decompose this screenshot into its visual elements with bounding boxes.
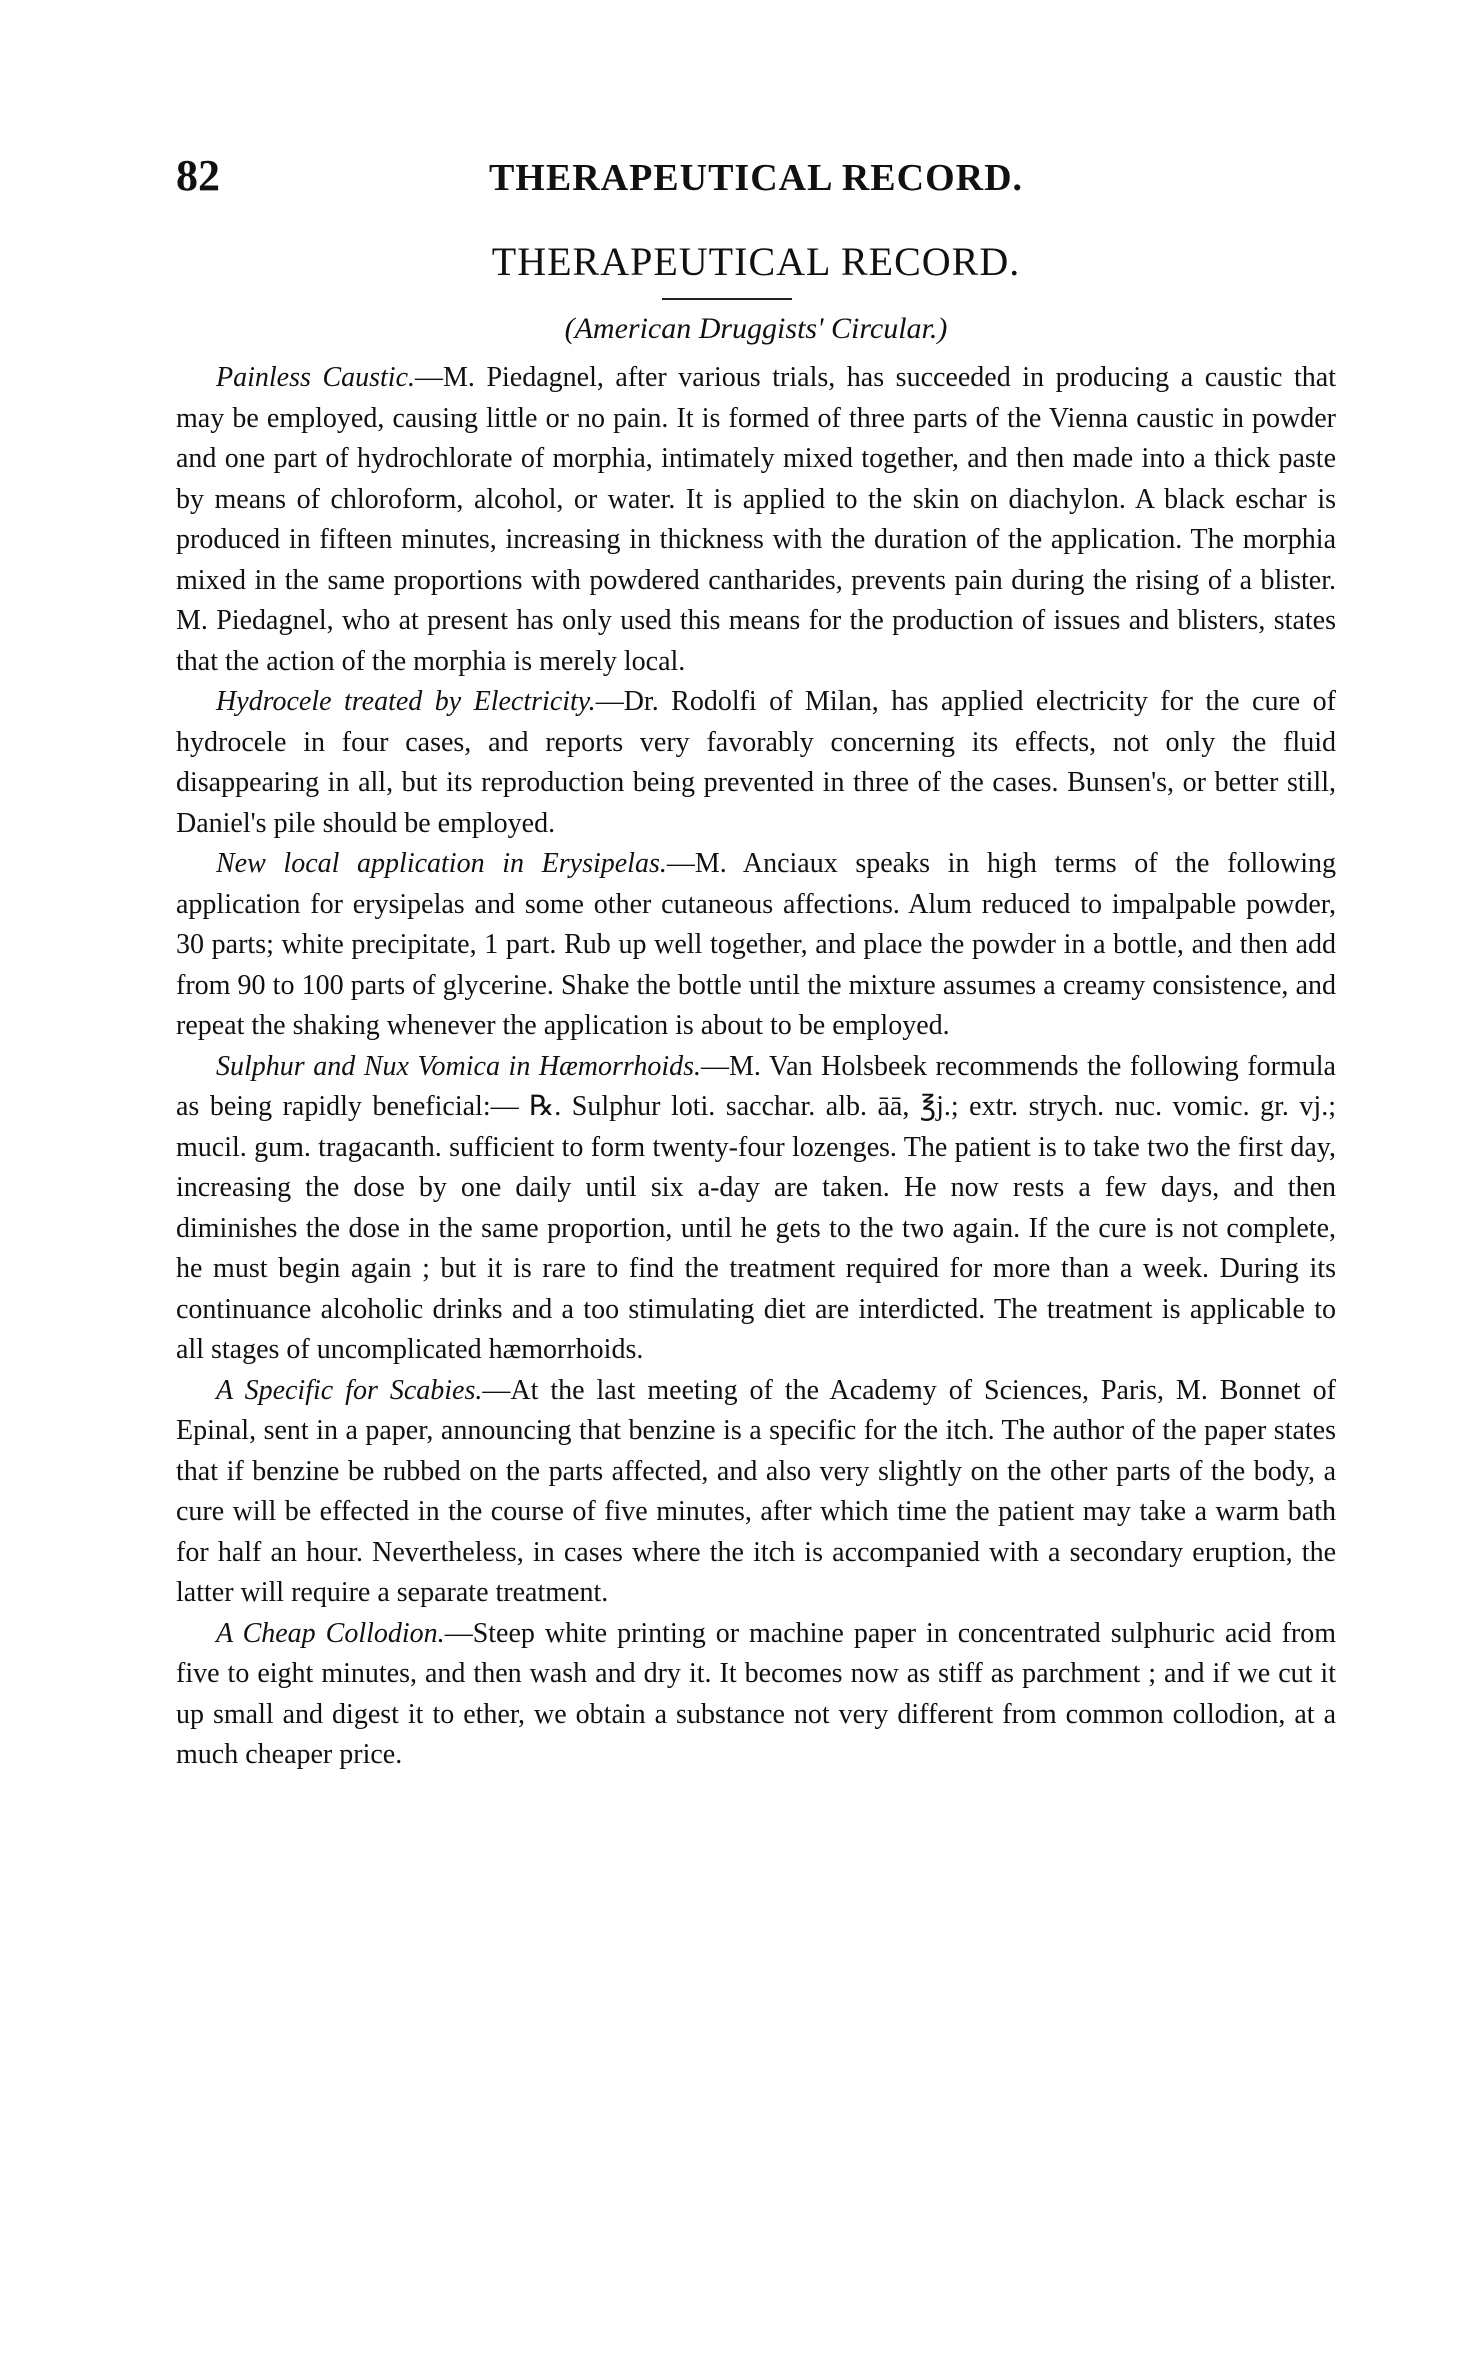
article-heading: Sulphur and Nux Vomica in Hæmorrhoids. [216, 1050, 701, 1082]
article-paragraph [176, 1614, 1336, 1776]
article-text: —Dr. Rodolfi of Milan, has applied electricity for the cure of hydrocele in four cases, and reports very favorably concerning its effects, not only the fluid disappearing in all, but its reproduction being prevented in three of the cases. Bunsen's, or better still, Daniel's pile should be employed. [176, 686, 1336, 839]
section-title: THERAPEUTICAL RECORD. [491, 239, 1021, 284]
article-heading: Hydrocele treated by Electricity. [216, 686, 596, 717]
article-paragraph [176, 844, 1336, 1047]
article-text: —M. Van Holsbeek recommends the following formula as being rapidly beneficial:— ℞. Sulphur loti. sacchar. alb. āā, ℥j.; extr. strych. nuc. vomic. gr. vj.; mucil. gum. tragacanth. sufficient to form twenty-four lozenges. The patient is to take two the first day, increasing the dose by one daily until six a-day are taken. He now rests a few days, and then diminishes the dose in the same proportion, until he gets to the two again. If the cure is not complete, he must begin again ; but it is rare to find the treatment required for more than a week. During its continuance alcoholic drinks and a too stimulating diet are interdicted. The treatment is applicable to all stages of uncomplicated hæmorrhoids. [176, 1050, 1336, 1365]
source-line: (American Druggists' Circular.) [564, 312, 948, 345]
article-heading: New local application in Erysipelas. [216, 848, 667, 879]
article-paragraph [176, 358, 1336, 682]
article-paragraph [176, 682, 1336, 844]
article-heading: A Cheap Collodion. [216, 1617, 445, 1649]
running-head [176, 150, 1336, 210]
running-title: THERAPEUTICAL RECORD. [488, 157, 1024, 199]
article-text: —Steep white printing or machine paper in concentrated sulphuric acid from five to eight minutes, and then wash and dry it. It becomes now as stiff as parchment ; and if we cut it up small and digest it to ether, we obtain a substance not very different from common collodion, at a much cheaper price. [176, 1617, 1336, 1770]
article-text: —At the last meeting of the Academy of Sciences, Paris, M. Bonnet of Epinal, sent in a paper, announcing that benzine is a specific for the itch. The author of the paper states that if benzine be rubbed on the parts affected, and also very slightly on the other parts of the body, a cure will be effected in the course of five minutes, after which time the patient may take a warm bath for half an hour. Nevertheless, in cases where the itch is accompanied with a secondary eruption, the latter will require a separate treatment. [176, 1374, 1336, 1608]
article-text: —M. Anciaux speaks in high terms of the following application for erysipelas and some other cutaneous affections. Alum reduced to impalpable powder, 30 parts; white precipitate, 1 part. Rub up well together, and place the powder in a bottle, and then add from 90 to 100 parts of glycerine. Shake the bottle until the mixture assumes a creamy consistence, and repeat the shaking whenever the application is about to be employed. [176, 848, 1336, 1041]
article-paragraph [176, 1371, 1336, 1614]
title-divider [662, 298, 792, 300]
article-heading: Painless Caustic. [216, 362, 415, 393]
article-heading: A Specific for Scabies. [216, 1374, 483, 1406]
article-body [176, 358, 1336, 1776]
page-number: 82 [176, 151, 220, 200]
article-paragraph [176, 1047, 1336, 1371]
article-text: —M. Piedagnel, after various trials, has succeeded in producing a caustic that may be employed, causing little or no pain. It is formed of three parts of the Vienna caustic in powder and one part of hydrochlorate of morphia, intimately mixed together, and then made into a thick paste by means of chloroform, alcohol, or water. It is applied to the skin on diachylon. A black eschar is produced in fifteen minutes, increasing in thickness with the duration of the application. The morphia mixed in the same proportions with powdered cantharides, prevents pain during the rising of a blister. M. Piedagnel, who at present has only used this means for the production of issues and blisters, states that the action of the morphia is merely local. [176, 362, 1336, 677]
